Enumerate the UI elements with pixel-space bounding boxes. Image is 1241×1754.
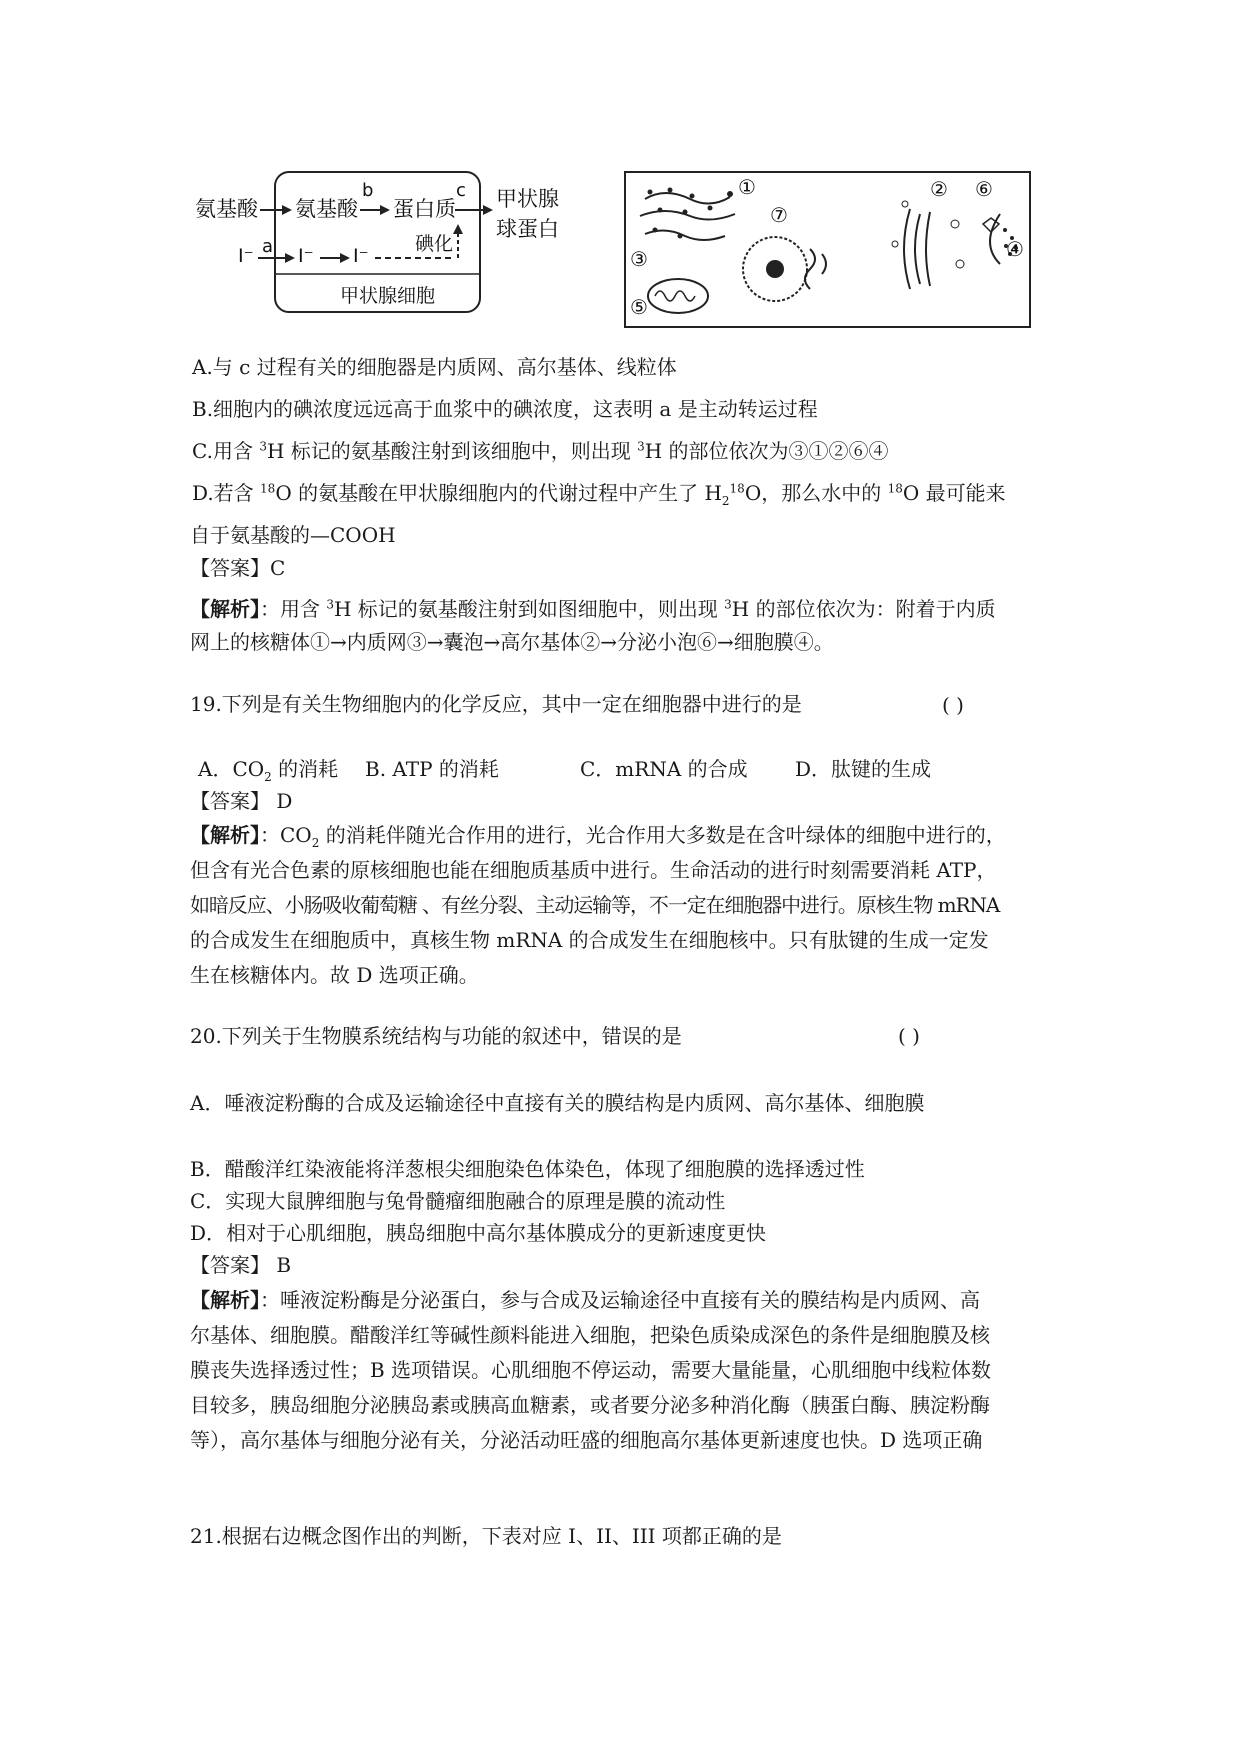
- q20-explanation-line5: 等），高尔基体与细胞分泌有关，分泌活动旺盛的细胞高尔基体更新速度也快。D 选项正确: [190, 1428, 983, 1452]
- flow-iodide-outside: I⁻: [238, 245, 254, 267]
- q19-explanation-line4: 的合成发生在细胞质中，真核生物 mRNA 的合成发生在细胞核中。只有肽键的生成一定发: [190, 928, 989, 952]
- flow-thyroglobulin-1: 甲状腺: [496, 187, 559, 211]
- q20-option-d: D．相对于心肌细胞，胰岛细胞中高尔基体膜成分的更新速度更快: [190, 1221, 767, 1245]
- flow-iodide-inside-2: I⁻: [353, 245, 369, 267]
- q20-option-b: B．醋酸洋红染液能将洋葱根尖细胞染色体染色，体现了细胞膜的选择透过性: [190, 1157, 865, 1181]
- flow-iodination: 碘化: [415, 233, 454, 255]
- q20-answer: 【答案】 B: [190, 1253, 292, 1277]
- q18-explanation-line2: 网上的核糖体①→内质网③→囊泡→高尔基体②→分泌小泡⑥→细胞膜④。: [190, 630, 834, 654]
- flow-amino-inside: 氨基酸: [295, 197, 358, 221]
- cell-label-4: ④: [1006, 237, 1024, 261]
- q20-explanation-line1: 【解析】：唾液淀粉酶是分泌蛋白，参与合成及运输途径中直接有关的膜结构是内质网、高: [190, 1288, 980, 1312]
- q20-explanation-line4: 目较多，胰岛细胞分泌胰岛素或胰高血糖素，或者要分泌多种消化酶（胰蛋白酶、胰淀粉酶: [190, 1393, 990, 1417]
- q18-option-a: A.与 c 过程有关的细胞器是内质网、高尔基体、线粒体: [192, 355, 677, 379]
- thyroid-flow-diagram: [195, 172, 559, 312]
- q20-option-a: A．唾液淀粉酶的合成及运输途径中直接有关的膜结构是内质网、高尔基体、细胞膜: [190, 1091, 925, 1115]
- cell-label-7: ⑦: [770, 203, 788, 227]
- q19-option-d: D．肽键的生成: [795, 757, 932, 781]
- q20-option-c: C．实现大鼠脾细胞与兔骨髓瘤细胞融合的原理是膜的流动性: [190, 1189, 726, 1213]
- q19-explanation-line2: 但含有光合色素的原核细胞也能在细胞质基质中进行。生命活动的进行时刻需要消耗 ATP，: [190, 858, 997, 882]
- cell-label-1: ①: [738, 175, 756, 199]
- cell-label-2: ②: [930, 177, 948, 201]
- q18-option-c: C.用含 $^3$H 标记的氨基酸注射到该细胞中，则出现 $^3$H 的部位依次为③①②⑥④: [192, 439, 889, 463]
- q18-explanation-line1: 【解析】：用含 $^3$H 标记的氨基酸注射到如图细胞中，则出现 $^3$H 的部位依次为：附着于内质: [190, 597, 996, 621]
- q18-option-d: D.若含 $^{18}$O 的氨基酸在甲状腺细胞内的代谢过程中产生了 $H_2^{18}O$，那么水中的 $^{18}$O 最可能来: [192, 481, 1006, 508]
- q20-explanation-line3: 膜丧失选择透过性；B 选项错误。心肌细胞不停运动，需要大量能量，心肌细胞中线粒体数: [190, 1358, 992, 1382]
- q19-stem: 19.下列是有关生物细胞内的化学反应，其中一定在细胞器中进行的是: [190, 692, 802, 716]
- flow-label-a: a: [262, 236, 274, 257]
- q19-option-a: A．$CO_2$ 的消耗: [198, 757, 339, 784]
- q19-answer-paren: ( ): [942, 693, 964, 717]
- q19-explanation-line3: 如暗反应、小肠吸收葡萄糖 、有丝分裂、主动运输等，不一定在细胞器中进行。原核生物 mRNA: [190, 893, 1000, 917]
- q20-explanation-line2: 尔基体、细胞膜。醋酸洋红等碱性颜料能进入细胞，把染色质染成深色的条件是细胞膜及核: [190, 1323, 990, 1347]
- cell-organelle-diagram: [625, 172, 1030, 327]
- q18-option-b: B.细胞内的碘浓度远远高于血浆中的碘浓度，这表明 a 是主动转运过程: [192, 397, 818, 421]
- flow-protein: 蛋白质: [393, 197, 456, 221]
- q19-explanation-line5: 生在核糖体内。故 D 选项正确。: [190, 963, 479, 987]
- q18-answer: 【答案】C: [190, 556, 286, 580]
- flow-label-b: b: [362, 180, 374, 201]
- cell-label-6: ⑥: [975, 177, 993, 201]
- q19-option-c: C．mRNA 的合成: [580, 757, 748, 781]
- flow-thyroglobulin-2: 球蛋白: [496, 217, 559, 241]
- q19-option-b: B. ATP 的消耗: [365, 757, 499, 781]
- q20-stem: 20.下列关于生物膜系统结构与功能的叙述中，错误的是: [190, 1024, 682, 1048]
- q18-option-d-continued: 自于氨基酸的—COOH: [190, 523, 396, 547]
- flow-amino-outside: 氨基酸: [195, 197, 258, 221]
- cell-label-5: ⑤: [630, 295, 648, 319]
- flow-iodide-inside-1: I⁻: [298, 245, 314, 267]
- q19-answer: 【答案】 D: [190, 789, 293, 813]
- cell-label-3: ③: [630, 247, 648, 271]
- flow-cell-label: 甲状腺细胞: [340, 285, 436, 307]
- q19-explanation-line1: 【解析】：$CO_2$ 的消耗伴随光合作用的进行，光合作用大多数是在含叶绿体的细胞中进行的，: [190, 823, 1006, 850]
- flow-label-c: c: [456, 180, 466, 201]
- q21-stem: 21.根据右边概念图作出的判断，下表对应 I、II、III 项都正确的是: [190, 1524, 782, 1548]
- question-figure: [190, 154, 1036, 344]
- q20-answer-paren: ( ): [898, 1024, 920, 1048]
